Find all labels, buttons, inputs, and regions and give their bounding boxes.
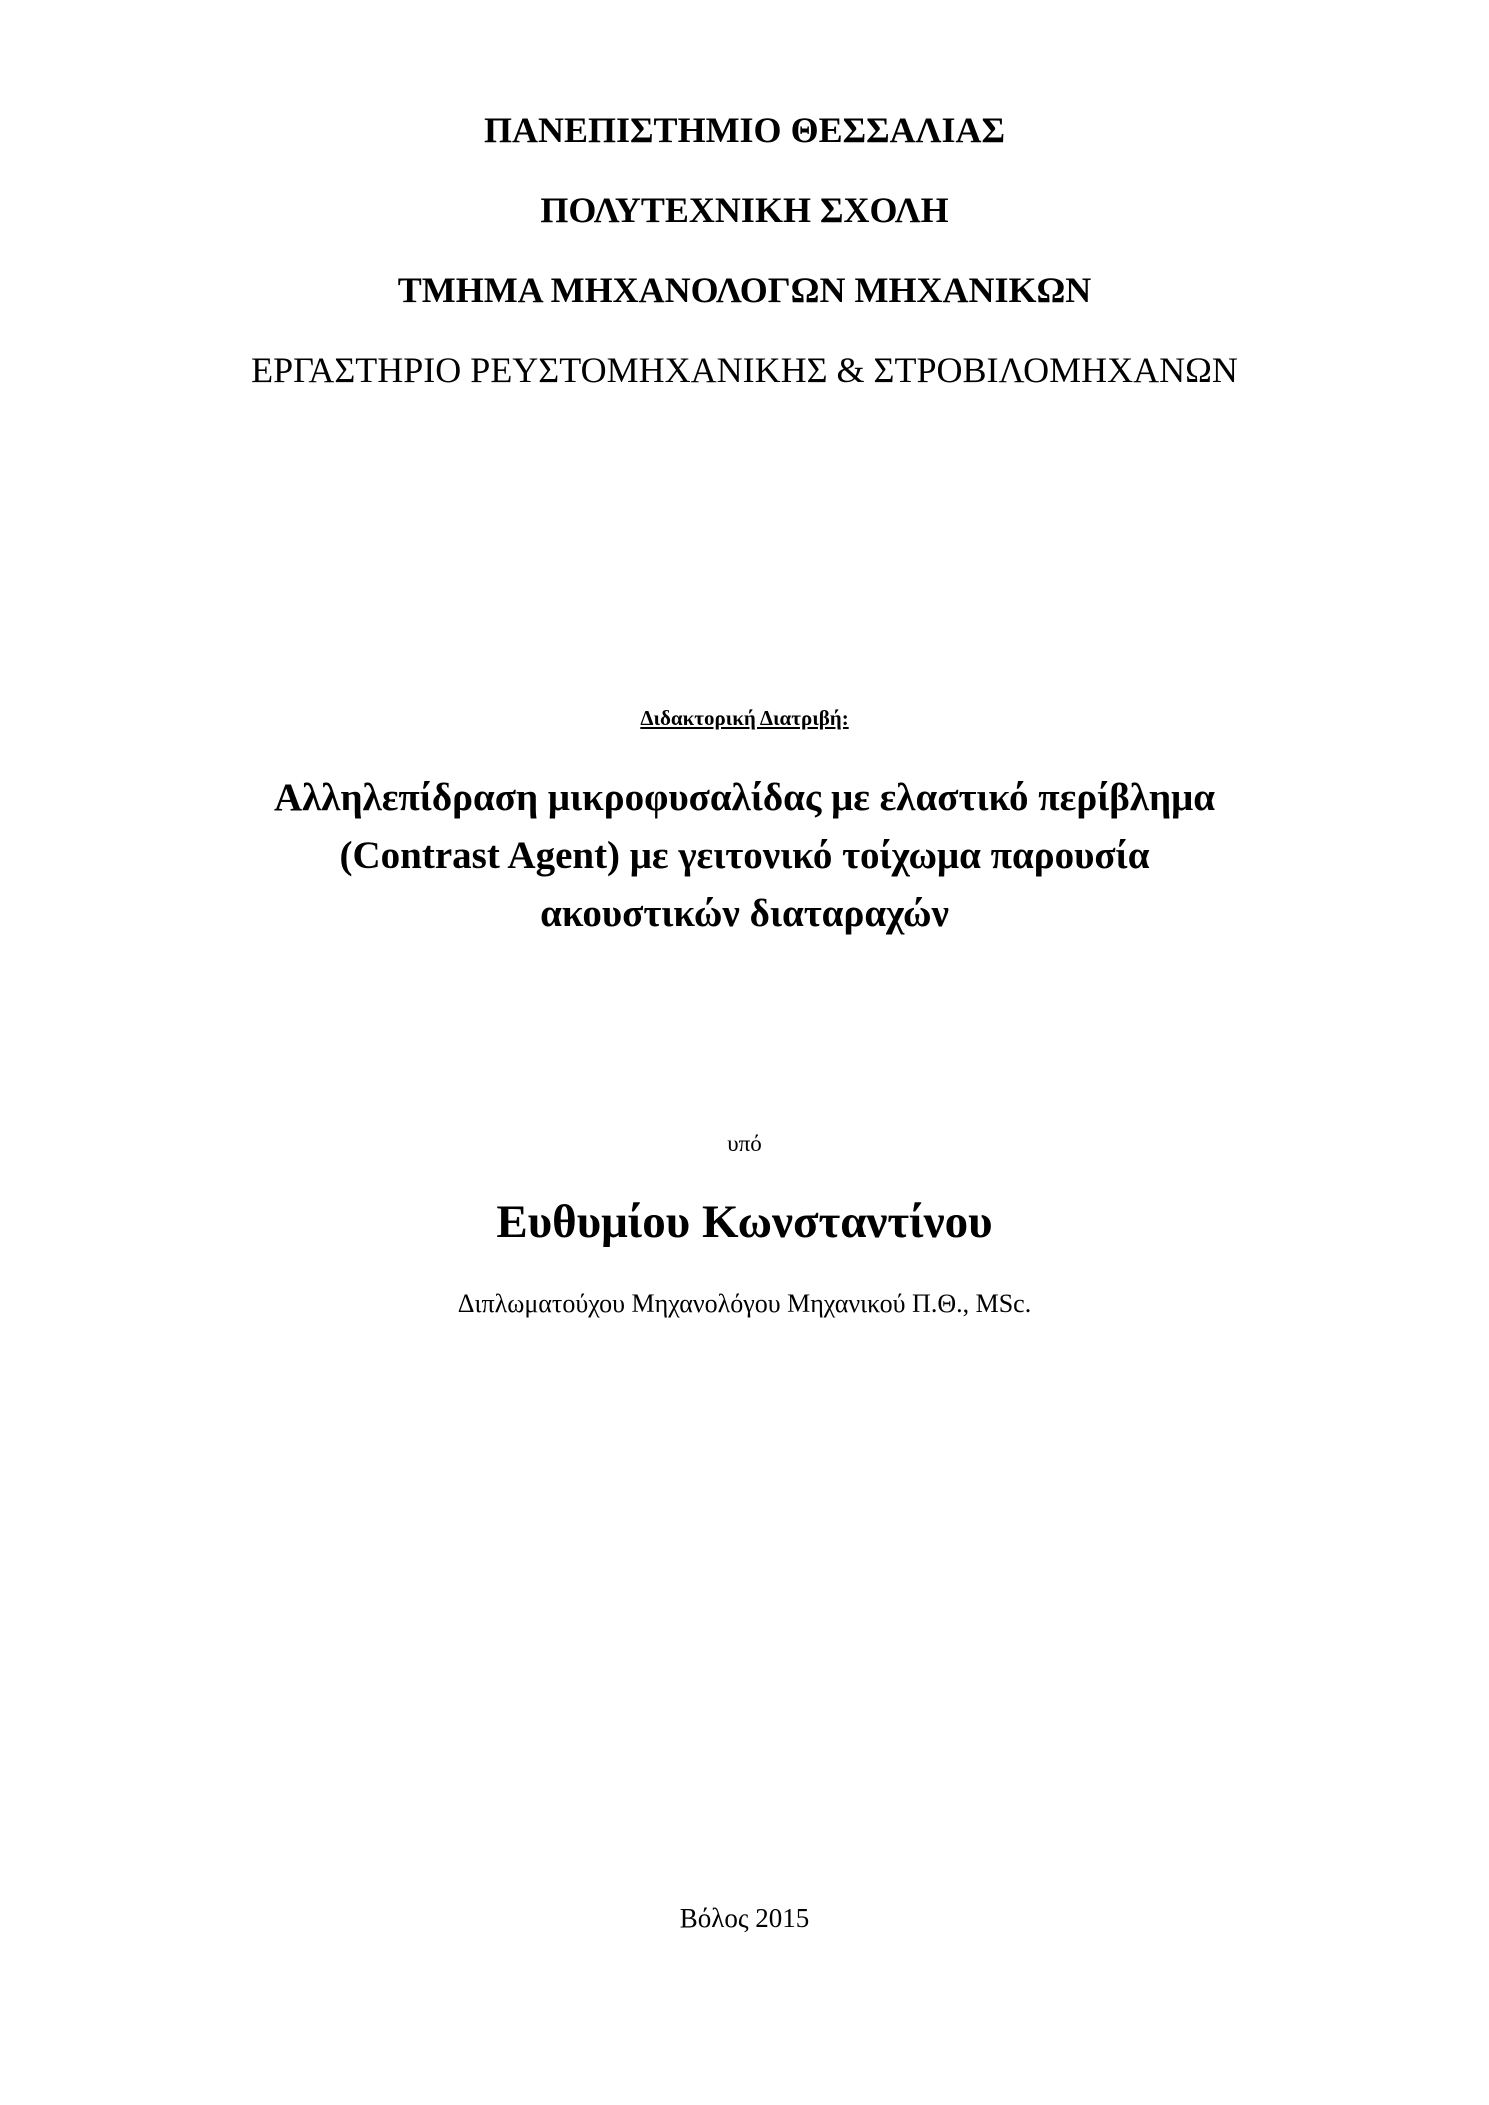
thesis-title-line-1: Αλληλεπίδραση μικροφυσαλίδας με ελαστικό περίβλημα [273, 776, 1216, 819]
school-name: ΠΟΛΥΤΕΧΝΙΚΗ ΣΧΟΛΗ [540, 190, 949, 230]
author-name: Ευθυμίου Κωνσταντίνου [496, 1196, 993, 1248]
author-credentials: Διπλωματούχου Μηχανολόγου Μηχανικού Π.Θ., MSc. [457, 1289, 1032, 1318]
by-label: υπό [727, 1131, 762, 1156]
thesis-title-line-2: (Contrast Agent) με γειτονικό τοίχωμα παρουσία [339, 834, 1150, 877]
laboratory-name: ΕΡΓΑΣΤΗΡΙΟ ΡΕΥΣΤΟΜΗΧΑΝΙΚΗΣ & ΣΤΡΟΒΙΛΟΜΗΧΑΝΩΝ [251, 350, 1238, 390]
thesis-type-label: Διδακτορική Διατριβή: [640, 706, 849, 730]
university-name: ΠΑΝΕΠΙΣΤΗΜΙΟ ΘΕΣΣΑΛΙΑΣ [484, 110, 1005, 150]
thesis-title-line-3: ακουστικών διαταραχών [540, 892, 949, 935]
place-and-year: Βόλος 2015 [679, 1903, 810, 1933]
department-name: ΤΜΗΜΑ ΜΗΧΑΝΟΛΟΓΩΝ ΜΗΧΑΝΙΚΩΝ [397, 270, 1092, 310]
